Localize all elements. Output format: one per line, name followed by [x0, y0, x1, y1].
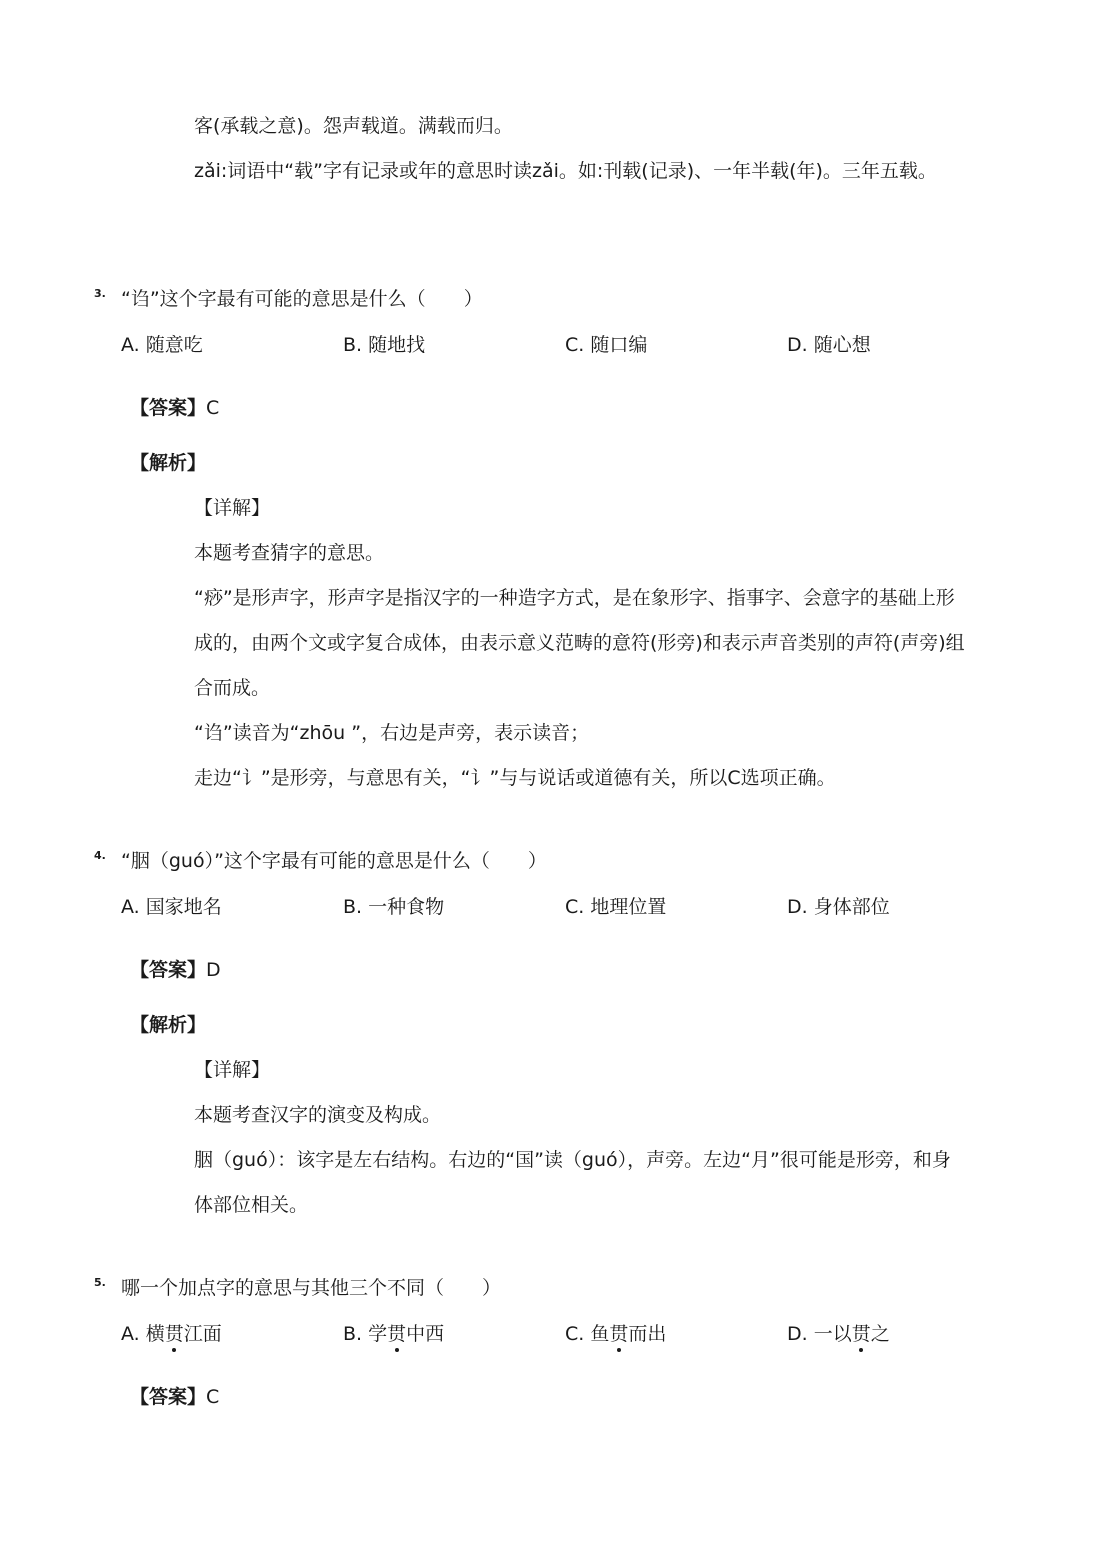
option-b: B. 随地找 — [343, 334, 426, 356]
detail-label: 【详解】 — [194, 1059, 271, 1081]
intro-line-1: 客(承载之意)。怨声载道。满载而归。 — [194, 115, 513, 137]
option-b — [343, 1322, 444, 1346]
answer — [130, 958, 221, 982]
dotted-character: 贯 — [387, 1323, 407, 1345]
detail-line: 走边“讠”是形旁，与意思有关，“讠”与与说话或道德有关，所以C选项正确。 — [194, 767, 836, 789]
option-a: A. 随意吃 — [121, 334, 203, 356]
option-text: A. 横 — [121, 1323, 165, 1345]
question-stem: “胭（guó）”这个字最有可能的意思是什么（ ） — [121, 850, 547, 872]
answer — [130, 1385, 219, 1409]
question-number: 3. — [94, 287, 106, 300]
detail-line: 胭（guó）：该字是左右结构。右边的“国”读（guó），声旁。左边“月”很可能是形旁，和身 — [194, 1149, 951, 1171]
answer-label: 【答案】 — [130, 959, 207, 981]
detail-label: 【详解】 — [194, 497, 271, 519]
detail-line: 体部位相关。 — [194, 1194, 309, 1216]
option-b: B. 一种食物 — [343, 896, 445, 918]
option-c — [565, 1322, 666, 1346]
answer-value: C — [206, 397, 220, 419]
option-text: 中西 — [406, 1323, 445, 1345]
option-text: B. 学 — [343, 1323, 388, 1345]
analysis-label: 【解析】 — [130, 452, 207, 474]
option-c: C. 随口编 — [565, 334, 648, 356]
answer-value: C — [206, 1386, 220, 1408]
option-d: D. 身体部位 — [787, 896, 890, 918]
dotted-character: 贯 — [609, 1323, 629, 1345]
option-text: 之 — [870, 1323, 890, 1345]
intro-line-2: zǎi:词语中“载”字有记录或年的意思时读zǎi。如:刊载(记录)、一年半载(年)。三年五载。 — [194, 160, 937, 182]
answer-value: D — [206, 959, 221, 981]
detail-line: 本题考查猜字的意思。 — [194, 542, 385, 564]
question-number: 4. — [94, 849, 106, 862]
option-d: D. 随心想 — [787, 334, 871, 356]
dotted-character: 贯 — [164, 1323, 184, 1345]
detail-line: “痧”是形声字，形声字是指汉字的一种造字方式，是在象形字、指事字、会意字的基础上形 — [194, 587, 955, 609]
answer-label: 【答案】 — [130, 397, 207, 419]
option-text: D. 一以 — [787, 1323, 852, 1345]
question-stem: 哪一个加点字的意思与其他三个不同（ ） — [121, 1277, 502, 1299]
answer — [130, 396, 219, 420]
detail-line: “诌”读音为“zhōu ”，右边是声旁，表示读音； — [194, 722, 590, 744]
detail-line: 成的，由两个文或字复合成体，由表示意义范畴的意符(形旁)和表示声音类别的声符(声旁)组 — [194, 632, 965, 654]
option-text: 江面 — [183, 1323, 222, 1345]
question-stem: “诌”这个字最有可能的意思是什么（ ） — [121, 288, 483, 310]
option-a — [121, 1322, 222, 1346]
detail-line: 合而成。 — [194, 677, 271, 699]
option-d — [787, 1322, 890, 1346]
question-number: 5. — [94, 1276, 106, 1289]
analysis-label: 【解析】 — [130, 1014, 207, 1036]
detail-line: 本题考查汉字的演变及构成。 — [194, 1104, 442, 1126]
option-text: 而出 — [628, 1323, 667, 1345]
dotted-character: 贯 — [851, 1323, 871, 1345]
option-c: C. 地理位置 — [565, 896, 667, 918]
option-a: A. 国家地名 — [121, 896, 222, 918]
answer-label: 【答案】 — [130, 1386, 207, 1408]
option-text: C. 鱼 — [565, 1323, 610, 1345]
